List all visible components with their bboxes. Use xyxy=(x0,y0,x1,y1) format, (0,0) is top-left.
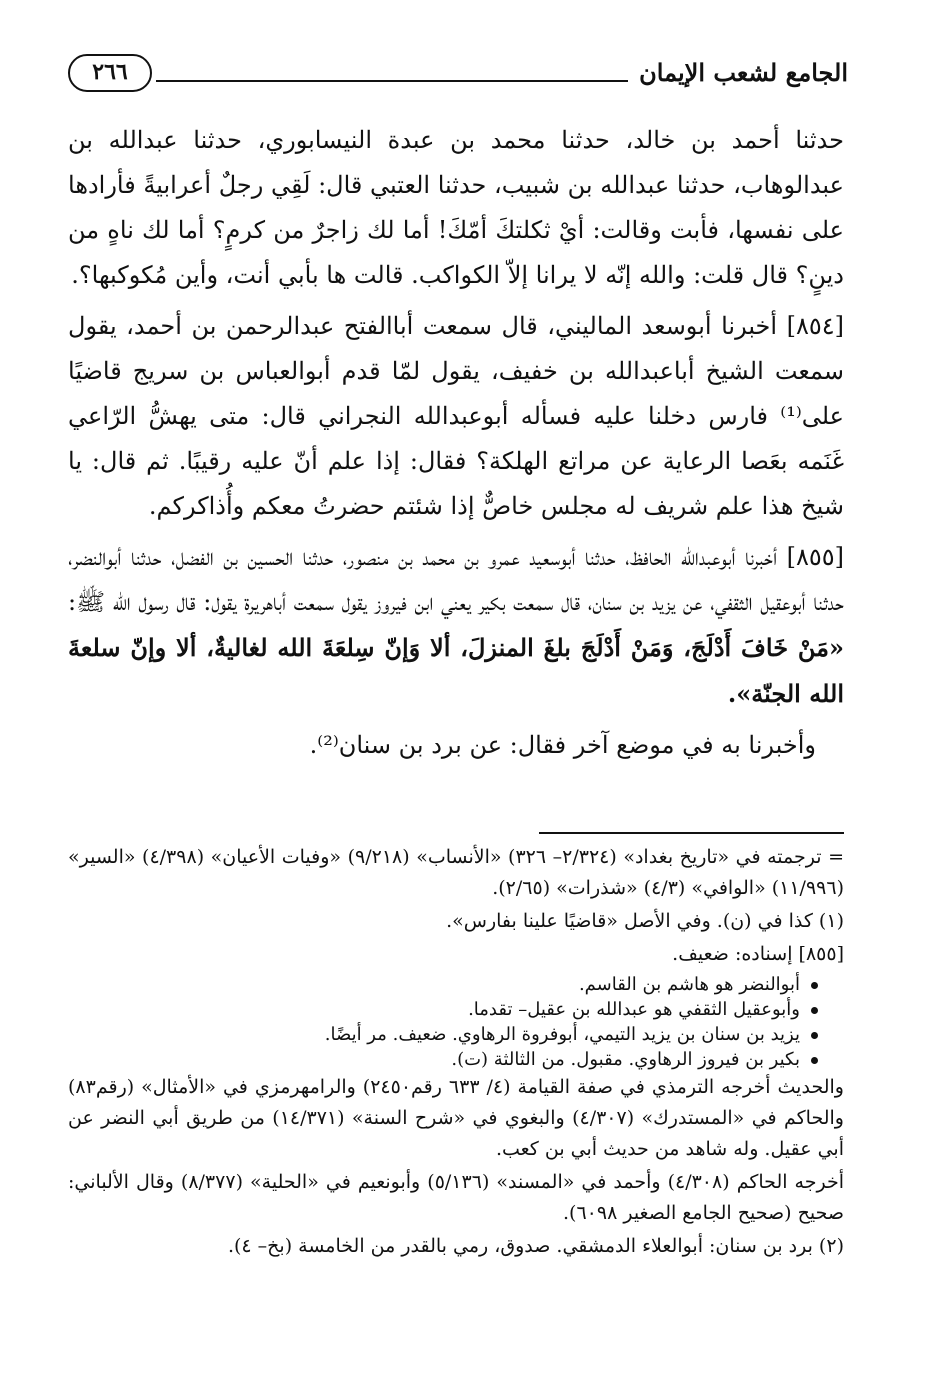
list-item: يزيد بن سنان بن يزيد التيمي، أبوفروة الرهاوي. ضعيف. مر أيضًا. xyxy=(68,1022,820,1047)
footnote-855-heading: [٨٥٥] إسناده: ضعيف. xyxy=(672,943,844,965)
header-rule xyxy=(156,80,628,82)
page-number: ٢٦٦ xyxy=(68,54,152,92)
page-header xyxy=(68,50,848,100)
footnote-takhrij-2: أخرجه الحاكم (٤/٣٠٨) وأحمد في «المسند» (٥/١٣٦) وأبونعيم في «الحلية» (٨/٣٧٧) وقال الألباني: صحيح (صحيح الجامع الصغير ٦٠٩٨). xyxy=(68,1171,844,1224)
footnote-takhrij-1: والحديث أخرجه الترمذي في صفة القيامة (٤/ ٦٣٣ رقم٢٤٥٠) والرامهرمزي في «الأمثال» (رقم٨٣) والحاكم في «المستدرك» (٤/٣٠٧) والبغوي في «شرح السنة» (١٤/٣٧١) من طريق أبي النضر عن أبي عقيل. وله شاهد من حديث أبي بن كعب. xyxy=(68,1076,844,1160)
hadith-855 xyxy=(68,535,844,717)
main-text xyxy=(68,118,844,774)
footnote-1: (١) كذا في (ن). وفي الأصل «قاضيًا علينا بفارس». xyxy=(446,910,844,932)
footnotes xyxy=(68,842,844,1264)
list-item: أبوالنضر هو هاشم بن القاسم. xyxy=(68,972,820,997)
footnote-2: (٢) برد بن سنان: أبوالعلاء الدمشقي. صدوق، رمي بالقدر من الخامسة (بخ– ٤). xyxy=(227,1235,844,1257)
hadith-855-isnad: [٨٥٥] أخبرنا أبوعبدالله الحافظ، حدثنا أبوسعيد عمرو بن محمد بن منصور، حدثنا الحسين بن الفضل، حدثنا أبوالنضر، حدثنا أبوعقيل الثقفي، عن يزيد بن سنان، قال سمعت بكير يعني ابن فيروز يقول سمعت أباهريرة يقول: قال رسول الله ﷺ: xyxy=(68,543,844,616)
footnote-separator xyxy=(539,832,844,834)
narration-paragraph: حدثنا أحمد بن خالد، حدثنا محمد بن عبدة النيسابوري، حدثنا عبدالله بن عبدالوهاب، حدثنا عبدالله بن شبيب، حدثنا العتبي قال: لَقِي رجلٌ أعرابيةً فأرادها على نفسها، فأبت وقالت: أيْ ثكلتكَ أمّكَ! أما لك زاجرٌ من كرمٍ؟ أما لك ناهٍ من دينٍ؟ قال قلت: والله إنّه لا يرانا إلاّ الكواكب. قالت ها بأبي أنت، وأين مُكوكبها؟. xyxy=(68,126,844,289)
list-item: بكير بن فيروز الرهاوي. مقبول. من الثالثة (ت). xyxy=(68,1047,820,1072)
running-title: الجامع لشعب الإيمان xyxy=(639,58,848,87)
hadith-854: [٨٥٤] أخبرنا أبوسعد الماليني، قال سمعت أباالفتح عبدالرحمن بن أحمد، يقول سمعت الشيخ أباعبدالله بن خفيف، يقول لمّا قدم أبوالعباس بن سريج قاضيًا على⁽¹⁾ فارس دخلنا عليه فسأله أبوعبدالله النجراني قال: متى يهشُّ الرّاعي غَنَمه بعَصا الرعاية عن مراتع الهلكة؟ فقال: إذا علم أنّ عليه رقيبًا. ثم قال: يا شيخ هذا علم شريف له مجلس خاصٌّ إذا شئتم حضرتُ معكم وأُذاكركم. xyxy=(68,312,844,520)
footnote-continuation: = ترجمته في «تاريخ بغداد» (٢/٣٢٤– ٣٢٦) «الأنساب» (٩/٢١٨) «وفيات الأعيان» (٤/٣٩٨) «السير» (١١/٩٩٦) «الوافي» (٤/٣) «شذرات» (٢/٦٥). xyxy=(68,846,845,899)
hadith-855-matn: «مَنْ خَافَ أَدْلَجَ، وَمَنْ أَدْلَجَ بلغَ المنزلَ، ألا وَإنّ سِلعَةَ الله لغاليةٌ، ألا وإنّ سلعةَ الله الجنّة». xyxy=(68,633,844,708)
list-item: وأبوعقيل الثقفي هو عبدالله بن عقيل– تقدما. xyxy=(68,997,820,1022)
narrator-list xyxy=(68,972,844,1072)
alternate-chain: وأخبرنا به في موضع آخر فقال: عن برد بن سنان⁽²⁾. xyxy=(309,731,816,759)
